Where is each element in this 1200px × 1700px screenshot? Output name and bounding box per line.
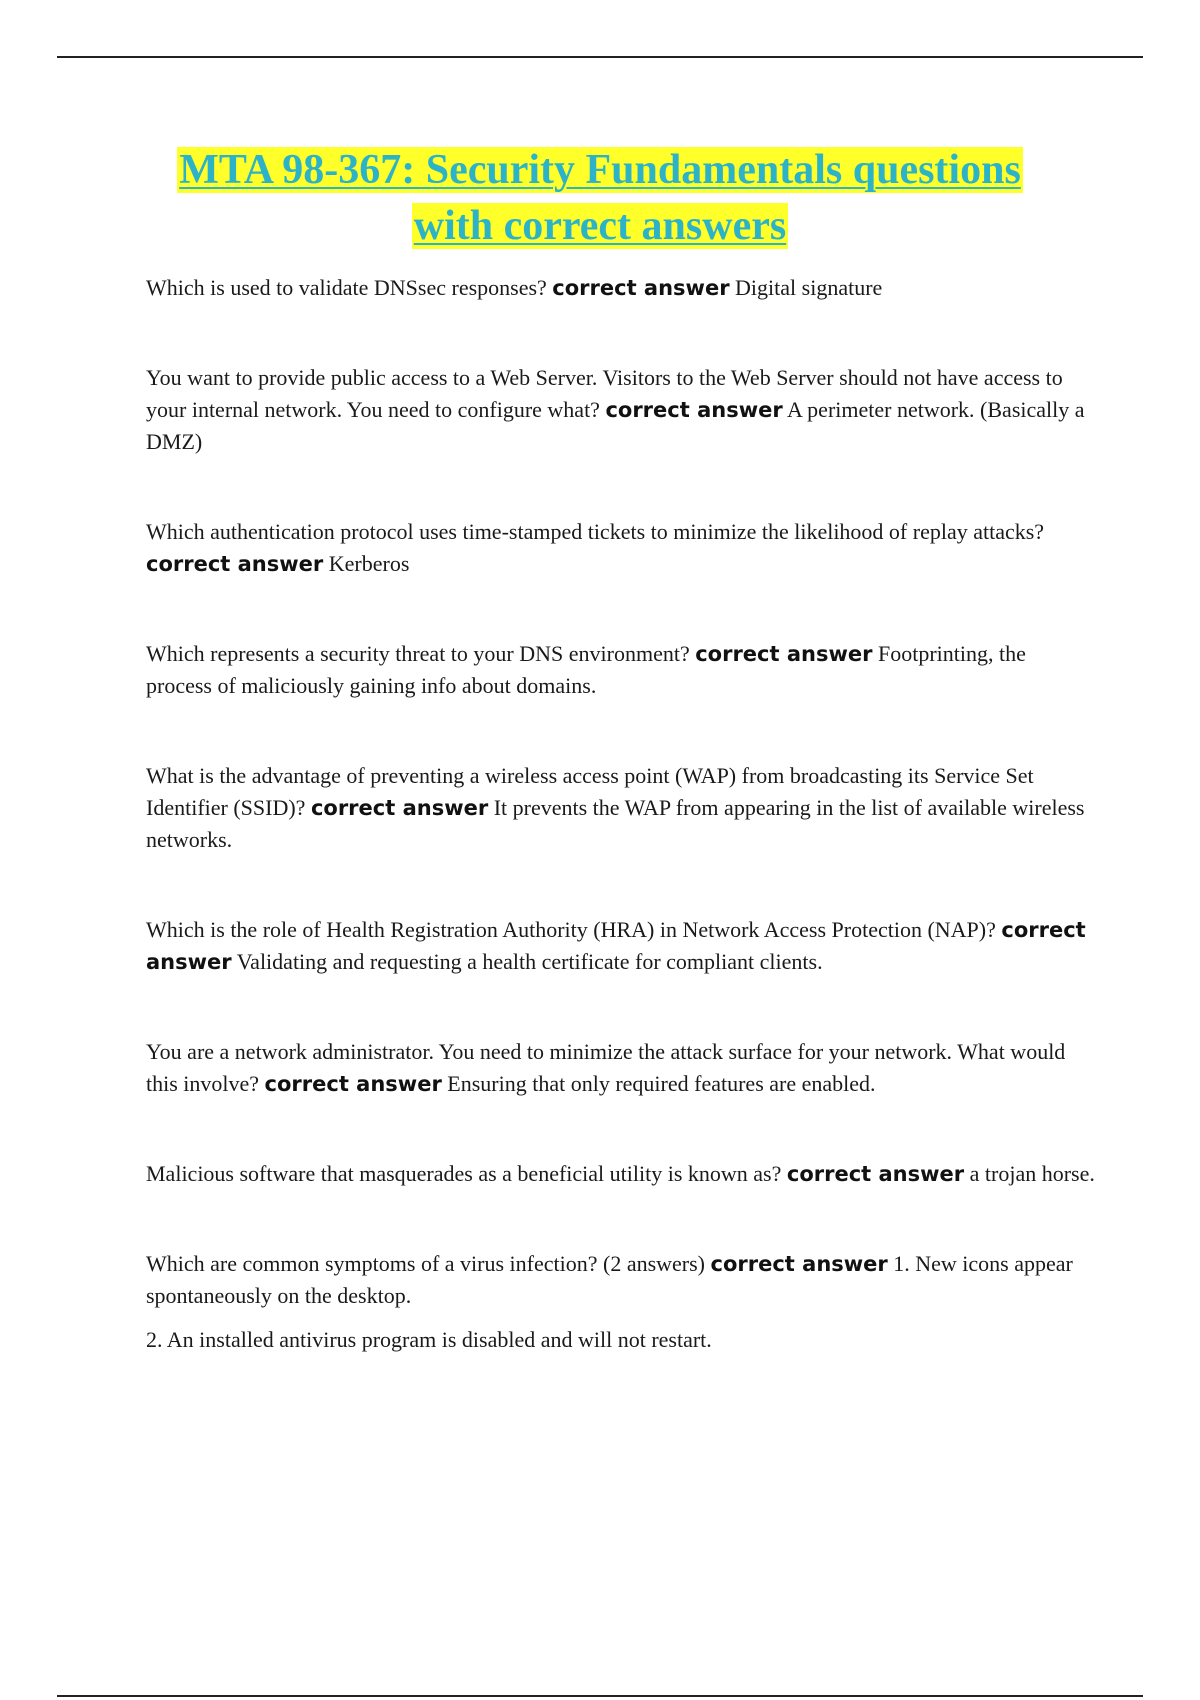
question-text: You are a network administrator. You need to minimize the attack surface for your network. What would this involve? bbox=[146, 1039, 1066, 1096]
correct-answer-label: correct answer bbox=[146, 918, 1086, 974]
answer-text: 1. New icons appear spontaneously on the desktop. bbox=[146, 1251, 1073, 1308]
question-text: Which authentication protocol uses time-stamped tickets to minimize the likelihood of replay attacks? bbox=[146, 519, 1045, 544]
question-text: Which represents a security threat to your DNS environment? bbox=[146, 641, 690, 666]
correct-answer-label: correct answer bbox=[146, 552, 324, 576]
top-rule bbox=[57, 56, 1143, 58]
title-line-2: with correct answers bbox=[413, 203, 787, 249]
qa-item bbox=[146, 914, 1096, 978]
qa-item bbox=[146, 1248, 1096, 1312]
answer-text: Digital signature bbox=[735, 275, 883, 300]
bottom-rule bbox=[57, 1695, 1143, 1697]
question-text: Malicious software that masquerades as a beneficial utility is known as? bbox=[146, 1161, 782, 1186]
qa-item bbox=[146, 362, 1096, 458]
answer-continuation: 2. An installed antivirus program is disabled and will not restart. bbox=[146, 1327, 712, 1352]
answer-text: A perimeter network. (Basically a DMZ) bbox=[146, 397, 1085, 454]
qa-list bbox=[146, 272, 1096, 1356]
qa-item bbox=[146, 516, 1096, 580]
answer-text: a trojan horse. bbox=[969, 1161, 1095, 1186]
question-text: Which is the role of Health Registration Authority (HRA) in Network Access Protection (NAP)? bbox=[146, 917, 996, 942]
qa-item bbox=[146, 760, 1096, 856]
question-text: You want to provide public access to a Web Server. Visitors to the Web Server should not have access to your internal network. You need to configure what? bbox=[146, 365, 1063, 422]
correct-answer-label: correct answer bbox=[310, 796, 489, 820]
qa-item bbox=[146, 1036, 1096, 1100]
question-text: What is the advantage of preventing a wireless access point (WAP) from broadcasting its Service Set Identifier (SSID)? bbox=[146, 763, 1034, 820]
correct-answer-label: correct answer bbox=[264, 1072, 442, 1096]
answer-text: Kerberos bbox=[328, 551, 410, 576]
qa-item bbox=[146, 638, 1096, 702]
correct-answer-label: correct answer bbox=[552, 276, 730, 300]
correct-answer-label: correct answer bbox=[786, 1162, 965, 1186]
answer-text: Footprinting, the process of maliciously gaining info about domains. bbox=[146, 641, 1026, 698]
answer-text: Validating and requesting a health certificate for compliant clients. bbox=[236, 949, 823, 974]
qa-item bbox=[146, 272, 1096, 304]
document-title bbox=[100, 142, 1100, 254]
answer-text: Ensuring that only required features are enabled. bbox=[447, 1071, 876, 1096]
correct-answer-label: correct answer bbox=[605, 398, 783, 422]
question-text: Which are common symptoms of a virus infection? (2 answers) bbox=[146, 1251, 706, 1276]
question-text: Which is used to validate DNSsec responses? bbox=[146, 275, 547, 300]
qa-item bbox=[146, 1158, 1096, 1190]
title-line-1: MTA 98-367: Security Fundamentals questions bbox=[179, 147, 1021, 193]
correct-answer-label: correct answer bbox=[695, 642, 873, 666]
correct-answer-label: correct answer bbox=[710, 1252, 888, 1276]
answer-text: It prevents the WAP from appearing in the list of available wireless networks. bbox=[146, 795, 1085, 852]
